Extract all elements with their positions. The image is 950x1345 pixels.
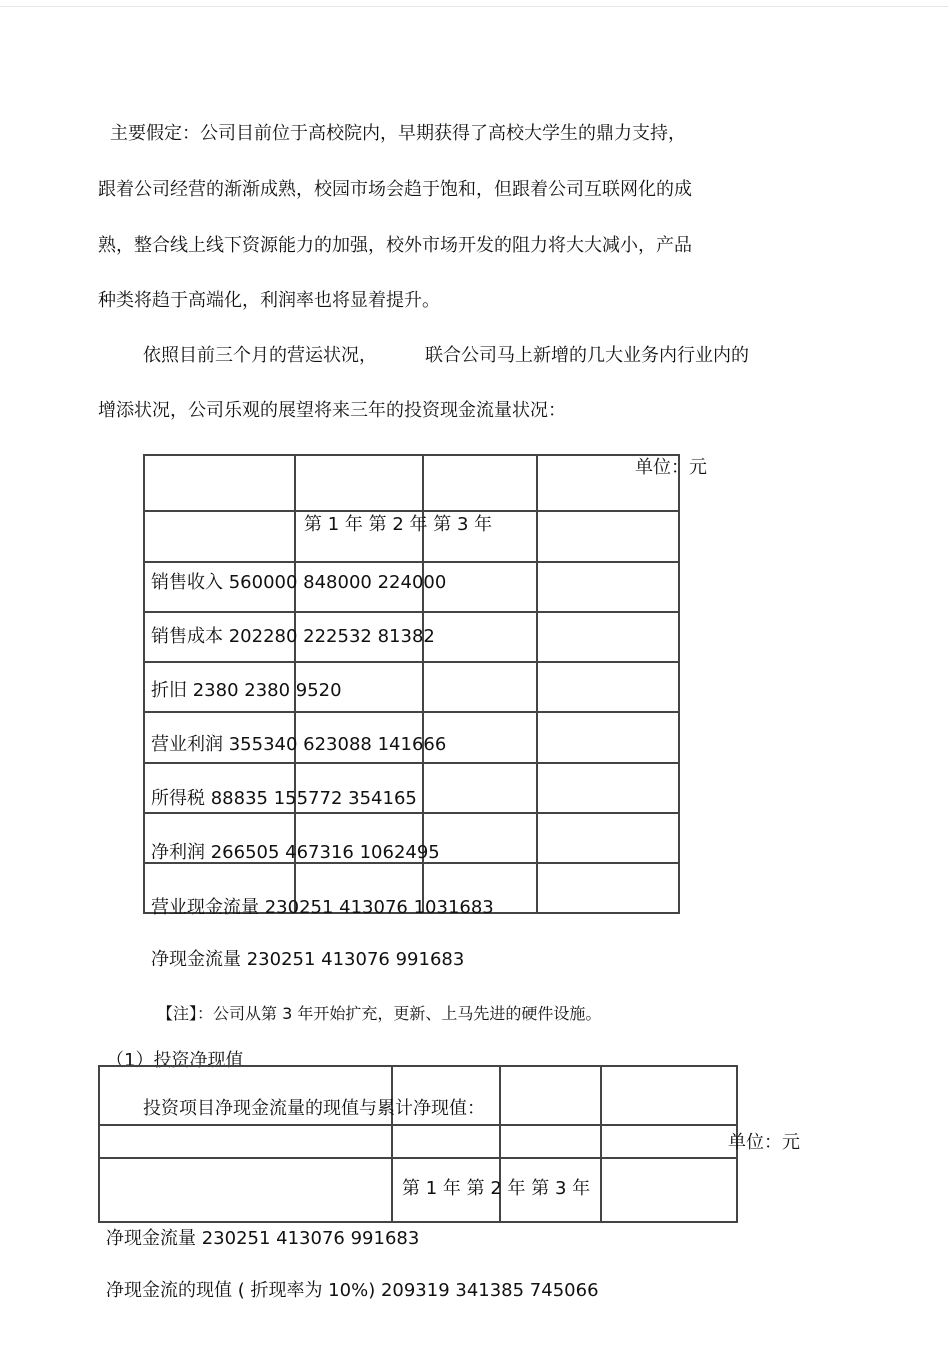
paragraph-2-line-2: 增添状况，公司乐观的展望将来三年的投资现金流量状况： <box>98 400 566 421</box>
table-1-rule <box>143 711 680 713</box>
table-1-rule <box>143 611 680 613</box>
table-1-rule <box>143 661 680 663</box>
table-1-row: 所得税 88835 155772 354165 <box>151 788 417 809</box>
table-2-header: 第 1 年 第 2 年 第 3 年 <box>402 1178 591 1199</box>
table-1-row: 销售收入 560000 848000 224000 <box>151 572 447 593</box>
table-2-caption: 投资项目净现金流量的现值与累计净现值： <box>143 1098 485 1119</box>
table-1-row: 营业现金流量 230251 413076 1031683 <box>151 897 494 918</box>
note-text: 【注】：公司从第 3 年开始扩充，更新、上马先进的硬件设施。 <box>157 1004 602 1023</box>
table-1-row: 营业利润 355340 623088 141666 <box>151 734 447 755</box>
table-1-header: 第 1 年 第 2 年 第 3 年 <box>304 514 493 535</box>
table-1-rule <box>143 510 680 512</box>
table-1-row: 折旧 2380 2380 9520 <box>151 680 342 701</box>
paragraph-1-line-2: 跟着公司经营的渐渐成熟，校园市场会趋于饱和，但跟着公司互联网化的成 <box>98 179 692 200</box>
paragraph-1-line-4: 种类将趋于高端化，利润率也将显着提升。 <box>98 290 440 311</box>
table-1-column-rule <box>536 454 538 914</box>
table-2-row: 净现金流量 230251 413076 991683 <box>106 1228 420 1249</box>
paragraph-1-line-1: 主要假定：公司目前位于高校院内，早期获得了高校大学生的鼎力支持， <box>110 123 686 144</box>
table-1-row: 净现金流量 230251 413076 991683 <box>151 949 465 970</box>
table-1-rule <box>143 812 680 814</box>
table-2-column-rule <box>391 1065 393 1223</box>
table-2-rule <box>98 1157 738 1159</box>
table-1-unit: 单位：元 <box>635 457 707 478</box>
table-1-rule <box>143 561 680 563</box>
page-top-edge <box>0 6 948 7</box>
table-2-unit: 单位：元 <box>728 1132 800 1153</box>
paragraph-2-line-1a: 依照目前三个月的营运状况， <box>143 345 377 366</box>
paragraph-1-line-3: 熟，整合线上线下资源能力的加强，校外市场开发的阻力将大大减小，产品 <box>98 235 692 256</box>
table-2-rule <box>98 1124 738 1126</box>
table-2-column-rule <box>600 1065 602 1223</box>
paragraph-2-line-1b: 联合公司马上新增的几大业务内行业内的 <box>425 345 749 366</box>
table-1-rule <box>143 762 680 764</box>
table-2-row: 净现金流的现值 ( 折现率为 10%) 209319 341385 745066 <box>106 1280 599 1301</box>
section-1-title: （1）投资净现值 <box>106 1050 244 1071</box>
table-1-row: 销售成本 202280 222532 81382 <box>151 626 435 647</box>
table-1-row: 净利润 266505 467316 1062495 <box>151 842 440 863</box>
